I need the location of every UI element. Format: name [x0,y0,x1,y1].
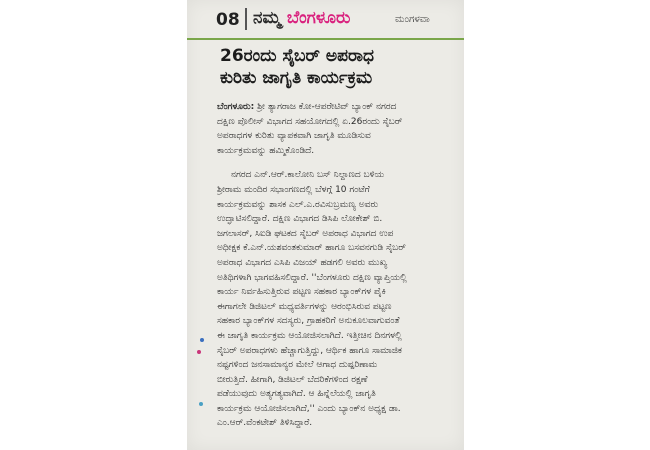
article-line: ಎಂ.ಆರ್.ವೆಂಕಟೇಶ್ ತಿಳಿಸಿದ್ದಾರೆ. [217,418,313,429]
article-line: ಉದ್ಘಾಟಿಸಲಿದ್ದಾರೆ. ದಕ್ಷಿಣ ವಿಭಾಗದ ಡಿಸಿಪಿ ಲೋಕೇಶ್ ಬಿ. [217,214,383,225]
article-line: ಕಾರ್ಯಕ್ರಮ ಆಯೋಜಿಸಲಾಗಿದೆ,'' ಎಂದು ಬ್ಯಾಂಕ್‌ನ ಅಧ್ಯಕ್ಷ ಡಾ. [217,403,401,414]
article-line: ನಗರದ ಎನ್.ಆರ್.ಕಾಲೋನಿ ಬಸ್ ನಿಲ್ದಾಣದ ಬಳಿಯ [231,170,385,181]
article-line: ಪಡೆಯುವುದು ಅತ್ಯಗತ್ಯವಾಗಿದೆ. ಆ ಹಿನ್ನೆಲೆಯಲ್ಲಿ ಜಾಗೃತಿ [217,389,376,400]
brand-part-2: ಬೆಂಗಳೂರು [286,8,351,28]
brand-logo [253,8,350,28]
article-line: ಅತಿಥಿಗಳಾಗಿ ಭಾಗವಹಿಸಲಿದ್ದಾರೆ. ''ಬೆಂಗಳೂರು ದಕ್ಷಿಣ ವ್ಯಾಪ್ತಿಯಲ್ಲಿ [217,272,407,283]
page-number: 08 [216,10,240,30]
article-line: ಸಹಕಾರ ಬ್ಯಾಂಕ್‌ಗಳ ಸದಸ್ಯರು, ಗ್ರಾಹಕರಿಗೆ ಅನುಕೂಲವಾಗುವಂತೆ [217,316,400,327]
margin-dot [199,402,203,406]
headline-line-1: 26ರಂದು ಸೈಬರ್ ಅಪರಾಧ [220,46,374,66]
article-line: ಅಧೀಕ್ಷಕ ಕೆ.ಎನ್.ಯಶವಂತಕುಮಾರ್ ಹಾಗೂ ಬಸವನಗುಡಿ ಸೈಬರ್ [217,243,406,254]
newspaper-clipping [187,0,464,450]
margin-dot [200,338,204,342]
article-line: ನಷ್ಟಗಳಿಂದ ಜನಸಾಮಾನ್ಯರ ಮೇಲೆ ಆಗಾಧ ದುಷ್ಪರಿಣಾಮ [217,360,378,371]
headline-line-2: ಕುರಿತು ಜಾಗೃತಿ ಕಾರ್ಯಕ್ರಮ [220,68,373,88]
article-line: ಈಗಾಗಲೇ ಡಿಜಿಟಲ್ ಮಧ್ಯವರ್ತಿಗಳನ್ನು ಆರಂಭಿಸಿರುವ ಪಟ್ಟಣ [217,301,392,312]
article-line: ಅಪರಾಧಗಳ ಕುರಿತು ವ್ಯಾಪಕವಾಗಿ ಜಾಗೃತಿ ಮೂಡಿಸುವ [217,131,371,142]
article-line: ದಕ್ಷಿಣ ಪೊಲೀಸ್ ವಿಭಾಗದ ಸಹಯೋಗದಲ್ಲಿ ಏ.26ರಂದು ಸೈಬರ್ [217,116,403,127]
article-line: ಕಾರ್ಯಕ್ರಮವನ್ನು ಹಮ್ಮಿಕೊಂಡಿದೆ. [217,145,315,156]
headline [220,45,460,89]
masthead-divider [245,8,247,30]
article-line: ಶ್ರೀ ತ್ಯಾಗರಾಜ ಕೋ-ಆಪರೇಟಿವ್ ಬ್ಯಾಂಕ್ ನಗರದ [257,102,397,112]
article-line: ಬೀರುತ್ತಿದೆ. ಹೀಗಾಗಿ, ಡಿಜಿಟಲ್ ಬೆದರಿಕೆಗಳಿಂದ ರಕ್ಷಣೆ [217,374,368,385]
weekday: ಮಂಗಳವಾ [395,14,430,25]
article-line: ಕಾರ್ಯಕ್ರಮವನ್ನು ಶಾಸಕ ಎಲ್.ಎ.ರವಿಸುಬ್ರಮಣ್ಯ ಅವರು [217,199,379,210]
article-line: ಜಗಲಾಸರ್, ಸಿಐಡಿ ಘಟಕದ ಸೈಬರ್ ಅಪರಾಧ ವಿಭಾಗದ ಉಪ [217,228,394,239]
article-line: ಅಪರಾಧ ವಿಭಾಗದ ಎಸಿಪಿ ವಿಜಯ್ ಹಡಗಲಿ ಅವರು ಮುಖ್ಯ [217,257,388,268]
margin-dot [197,350,201,354]
masthead [187,0,464,40]
article-line: ಸೈಬರ್ ಅಪರಾಧಗಳು ಹೆಚ್ಚಾಗುತ್ತಿದ್ದು, ಆರ್ಥಿಕ ಹಾಗೂ ಸಾಮಾಜಿಕ [217,345,402,356]
article-line: ಕಾರ್ಯ ನಿರ್ವಹಿಸುತ್ತಿರುವ ಪಟ್ಟಣ ಸಹಕಾರ ಬ್ಯಾಂಕ್‌ಗಳ ಪೈಕಿ [217,287,386,298]
article-line: ಈ ಜಾಗೃತಿ ಕಾರ್ಯಕ್ರಮ ಆಯೋಜಿಸಲಾಗಿದೆ. ಇತ್ತೀಚಿನ ದಿನಗಳಲ್ಲಿ [217,330,402,341]
article-body [217,100,461,431]
article-line: ಶ್ರೀರಾಮ ಮಂದಿರ ಸಭಾಂಗಣದಲ್ಲಿ ಬೆಳಗ್ಗೆ 10 ಗಂಟೆಗೆ [217,184,370,195]
brand-part-1: ನಮ್ಮ [253,8,281,28]
dateline: ಬೆಂಗಳೂರು: [217,102,255,112]
